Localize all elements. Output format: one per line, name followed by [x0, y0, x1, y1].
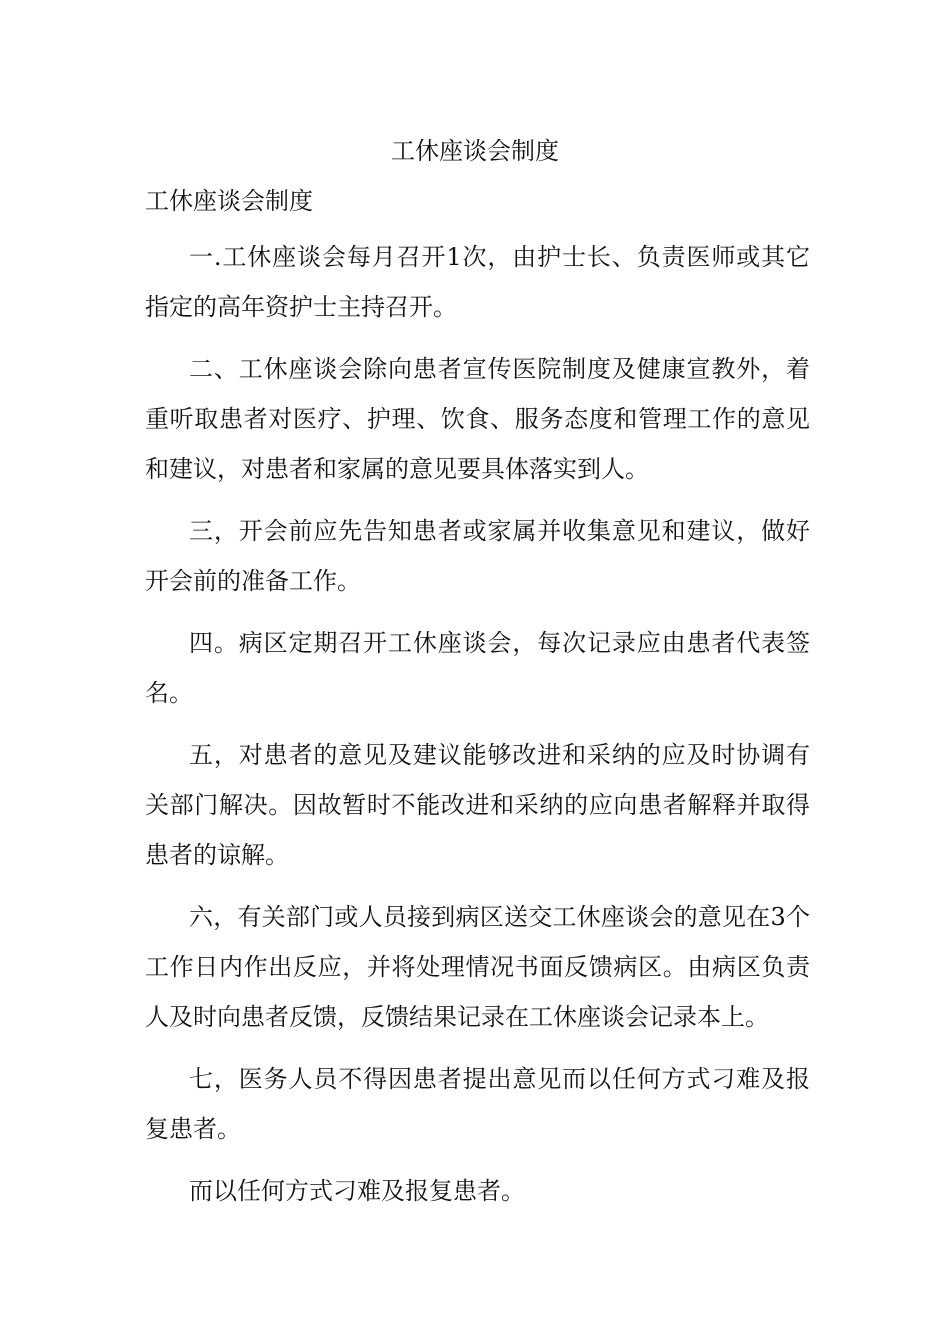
document-title: 工休座谈会制度 [391, 137, 559, 165]
paragraph-7: 七，医务人员不得因患者提出意见而以任何方式刁难及报复患者。 [145, 1065, 810, 1143]
document-body [145, 182, 810, 1228]
paragraph-2: 二、工休座谈会除向患者宣传医院制度及健康宣教外，着重听取患者对医疗、护理、饮食、服务态度和管理工作的意见和建议，对患者和家属的意见要具体落实到人。 [145, 355, 810, 483]
paragraph-8: 而以任何方式刁难及报复患者。 [189, 1177, 525, 1205]
paragraph-5: 五，对患者的意见及建议能够改进和采纳的应及时协调有关部门解决。因故暂时不能改进和采纳的应向患者解释并取得患者的谅解。 [145, 741, 810, 869]
paragraph-1: 一.工休座谈会每月召开1次，由护士长、负责医师或其它指定的高年资护士主持召开。 [145, 243, 810, 321]
paragraph-4: 四。病区定期召开工休座谈会，每次记录应由患者代表签名。 [145, 629, 810, 707]
paragraph-6: 六，有关部门或人员接到病区送交工休座谈会的意见在3个工作日内作出反应，并将处理情况书面反馈病区。由病区负责人及时向患者反馈，反馈结果记录在工休座谈会记录本上。 [145, 903, 810, 1031]
paragraph-3: 三，开会前应先告知患者或家属并收集意见和建议，做好开会前的准备工作。 [145, 517, 810, 595]
document-subtitle: 工休座谈会制度 [145, 187, 313, 215]
